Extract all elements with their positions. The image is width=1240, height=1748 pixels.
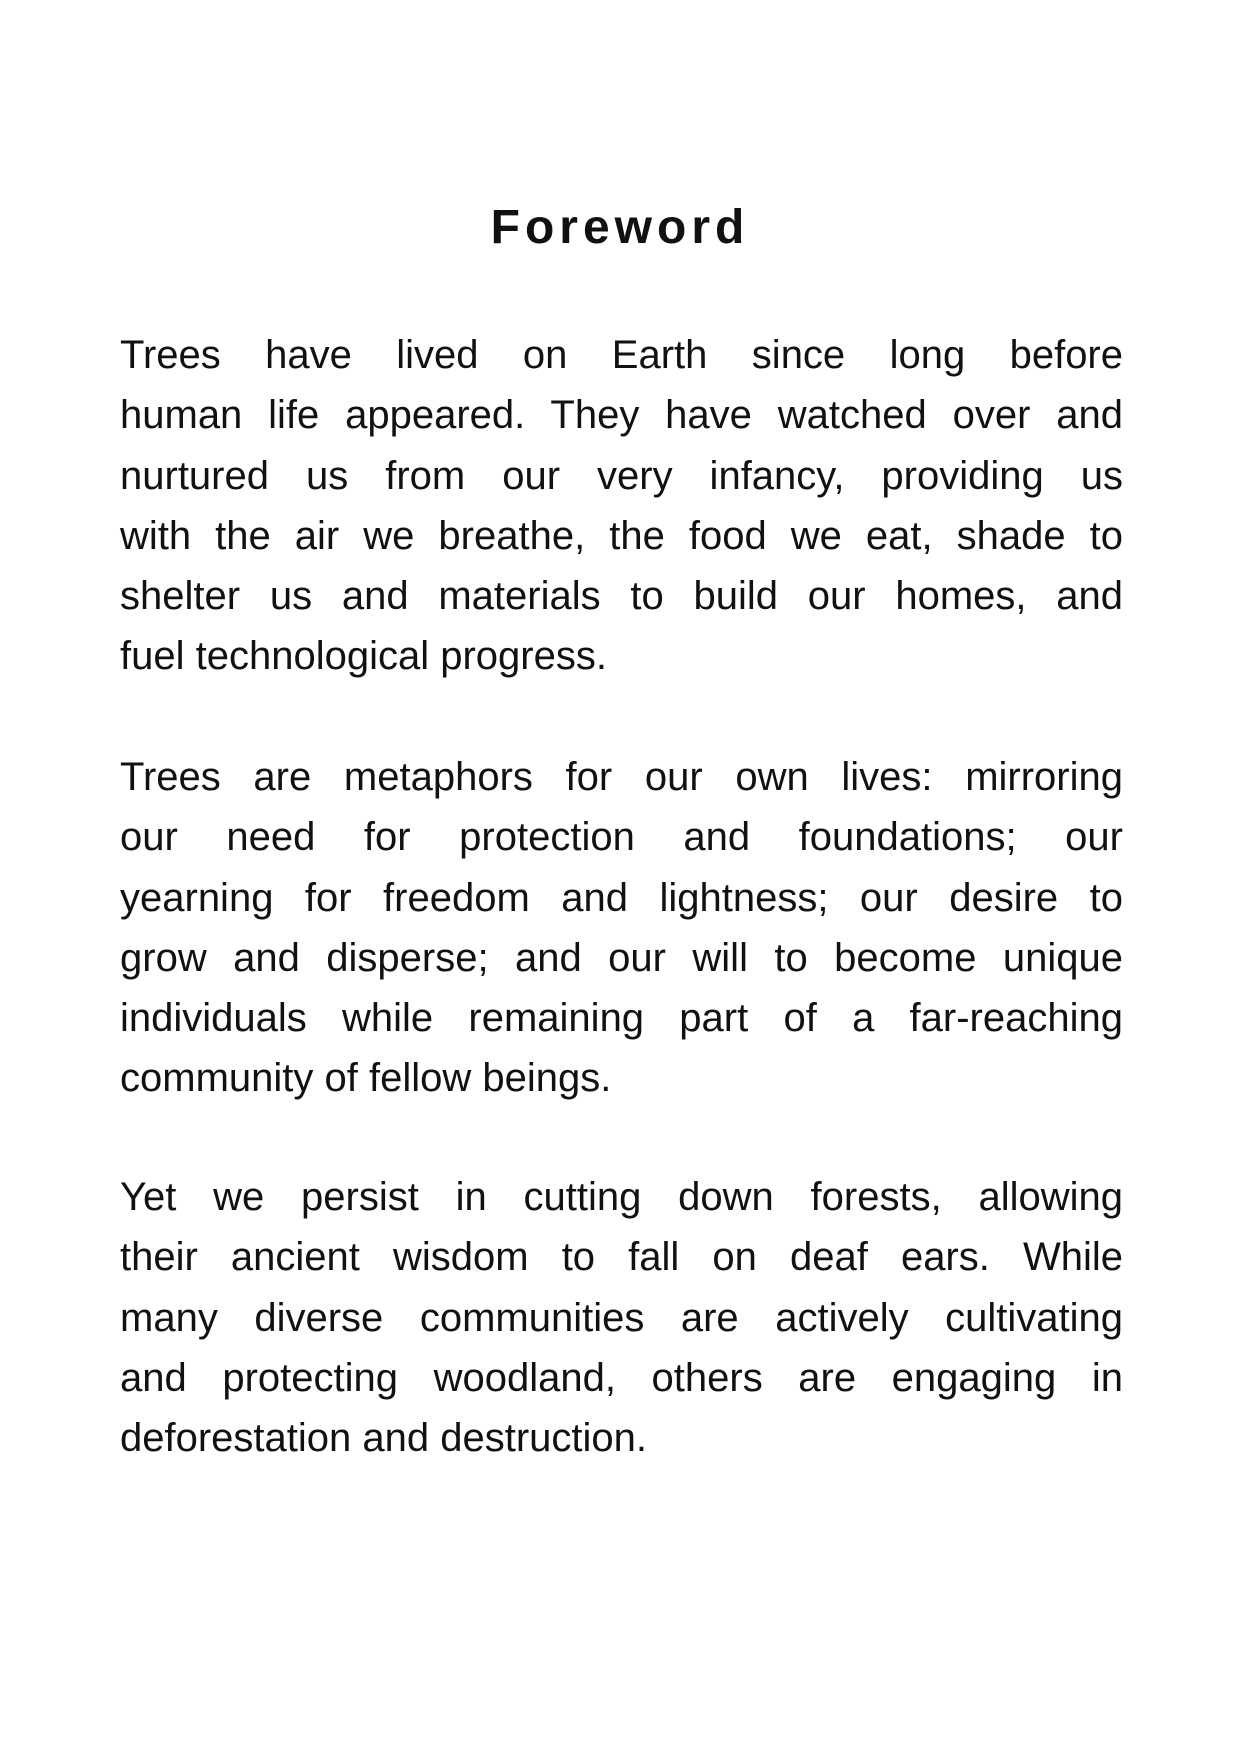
paragraph-2 — [120, 747, 1123, 1109]
text-line: Yet we persist in cutting down forests, allowing — [120, 1175, 1123, 1219]
text-line: fuel technological progress. — [120, 634, 607, 679]
paragraph-3 — [120, 1167, 1123, 1468]
text-line: our need for protection and foundations; our — [120, 815, 1123, 860]
text-line: and protecting woodland, others are engaging in — [120, 1355, 1123, 1400]
text-line: Trees are metaphors for our own lives: mirroring — [120, 755, 1123, 799]
text-line: deforestation and destruction. — [120, 1416, 648, 1461]
text-line: grow and disperse; and our will to become unique — [120, 935, 1123, 980]
text-line: nurtured us from our very infancy, providing us — [120, 453, 1123, 498]
text-line: yearning for freedom and lightness; our desire to — [120, 875, 1123, 920]
paragraph-1 — [120, 325, 1123, 687]
text-line: individuals while remaining part of a far-reaching — [120, 996, 1123, 1041]
text-line: human life appeared. They have watched over and — [120, 393, 1123, 438]
text-line: community of fellow beings. — [120, 1056, 612, 1101]
text-line: shelter us and materials to build our homes, and — [120, 574, 1123, 619]
page-title: Foreword — [490, 201, 750, 254]
text-line: Trees have lived on Earth since long before — [120, 333, 1123, 377]
text-line: many diverse communities are actively cultivating — [120, 1295, 1123, 1340]
text-line: their ancient wisdom to fall on deaf ears. While — [120, 1235, 1123, 1280]
text-line: with the air we breathe, the food we eat, shade to — [120, 513, 1123, 558]
